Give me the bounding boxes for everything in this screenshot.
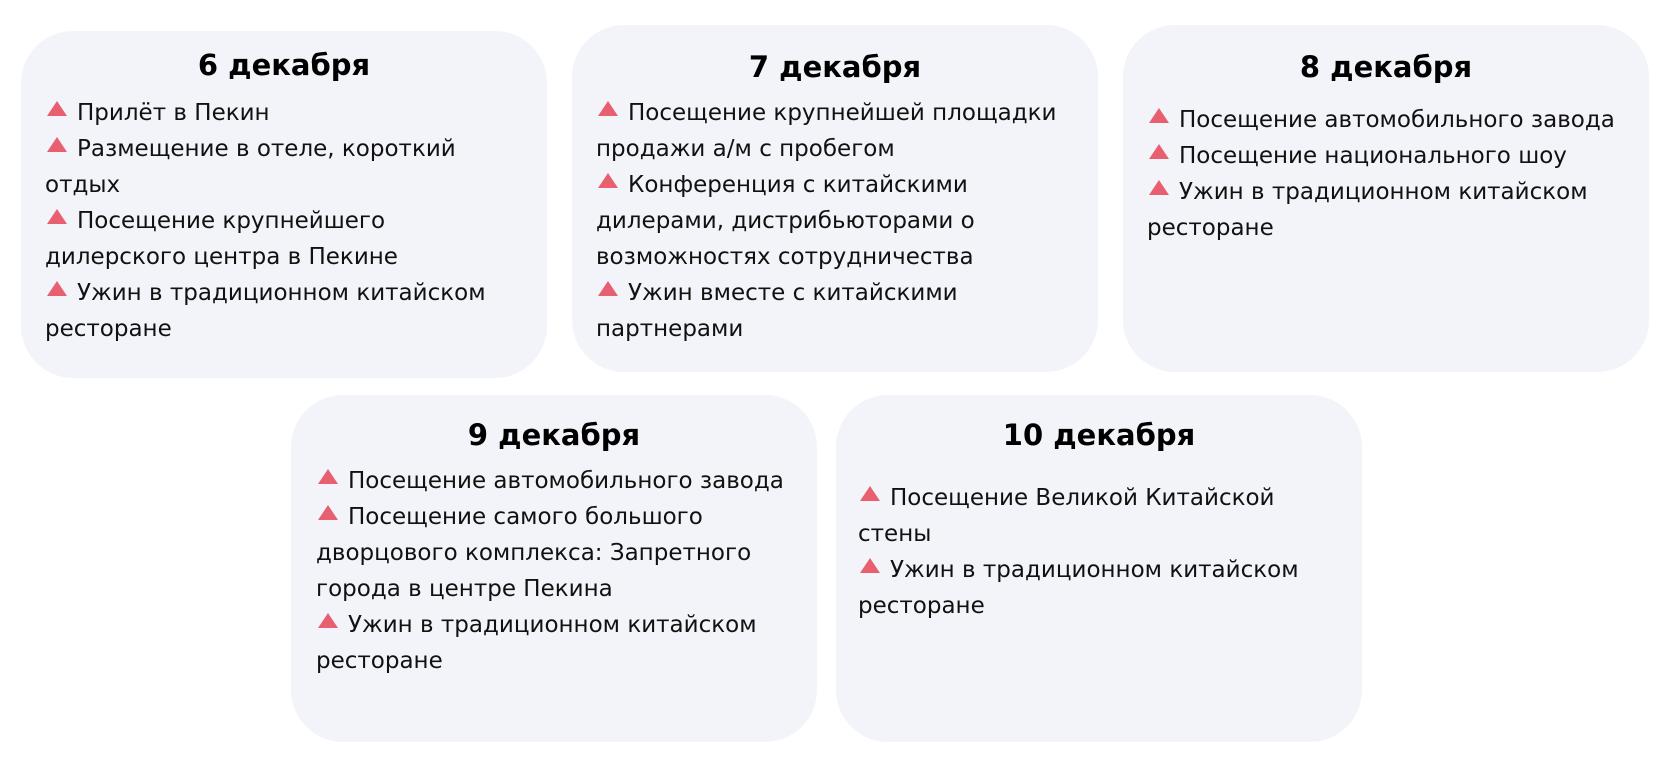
list-item bbox=[1147, 102, 1631, 138]
day-card-dec-8 bbox=[1123, 25, 1649, 372]
red-triangle-icon bbox=[1149, 180, 1169, 195]
day-title: 6 декабря bbox=[197, 48, 371, 82]
day-card-dec-6 bbox=[21, 31, 547, 378]
item-text: Ужин в традиционном китайском ресторане bbox=[316, 612, 757, 674]
item-text: Ужин вместе с китайскими партнерами bbox=[596, 280, 958, 342]
item-text: Посещение национального шоу bbox=[1179, 143, 1567, 169]
day-items-list bbox=[596, 95, 1080, 347]
red-triangle-icon bbox=[47, 281, 67, 296]
list-item bbox=[1147, 174, 1631, 246]
list-item bbox=[316, 607, 799, 679]
list-item bbox=[596, 167, 1080, 275]
day-title: 10 декабря bbox=[1002, 418, 1196, 452]
day-title: 9 декабря bbox=[467, 418, 641, 452]
red-triangle-icon bbox=[598, 101, 618, 116]
red-triangle-icon bbox=[1149, 108, 1169, 123]
item-text: Посещение самого большого дворцового комплекса: Запретного города в центре Пекина bbox=[316, 504, 752, 602]
day-items-list bbox=[316, 463, 799, 679]
red-triangle-icon bbox=[318, 505, 338, 520]
red-triangle-icon bbox=[318, 469, 338, 484]
list-item bbox=[45, 203, 529, 275]
list-item bbox=[858, 480, 1344, 552]
list-item bbox=[45, 95, 529, 131]
red-triangle-icon bbox=[47, 137, 67, 152]
item-text: Ужин в традиционном китайском ресторане bbox=[858, 557, 1299, 619]
item-text: Ужин в традиционном китайском ресторане bbox=[45, 280, 486, 342]
list-item bbox=[45, 275, 529, 347]
list-item bbox=[858, 552, 1344, 624]
item-text: Ужин в традиционном китайском ресторане bbox=[1147, 179, 1588, 241]
red-triangle-icon bbox=[598, 281, 618, 296]
red-triangle-icon bbox=[860, 486, 880, 501]
item-text: Посещение автомобильного завода bbox=[1179, 107, 1615, 133]
item-text: Посещение Великой Китайской стены bbox=[858, 485, 1275, 547]
day-title: 8 декабря bbox=[1299, 50, 1473, 84]
day-items-list bbox=[45, 95, 529, 347]
red-triangle-icon bbox=[47, 101, 67, 116]
red-triangle-icon bbox=[47, 209, 67, 224]
day-items-list bbox=[1147, 102, 1631, 246]
red-triangle-icon bbox=[318, 613, 338, 628]
item-text: Посещение автомобильного завода bbox=[348, 468, 784, 494]
item-text: Прилёт в Пекин bbox=[77, 100, 270, 126]
day-title: 7 декабря bbox=[748, 50, 922, 84]
list-item bbox=[1147, 138, 1631, 174]
list-item bbox=[316, 463, 799, 499]
item-text: Размещение в отеле, короткий отдых bbox=[45, 136, 456, 198]
day-items-list bbox=[858, 480, 1344, 624]
list-item bbox=[596, 275, 1080, 347]
item-text: Посещение крупнейшего дилерского центра в Пекине bbox=[45, 208, 398, 270]
day-card-dec-7 bbox=[572, 25, 1098, 372]
day-card-dec-10 bbox=[836, 395, 1362, 742]
list-item bbox=[596, 95, 1080, 167]
item-text: Конференция с китайскими дилерами, дистрибьюторами о возможностях сотрудничества bbox=[596, 172, 975, 270]
red-triangle-icon bbox=[598, 173, 618, 188]
item-text: Посещение крупнейшей площадки продажи а/м с пробегом bbox=[596, 100, 1057, 162]
red-triangle-icon bbox=[1149, 144, 1169, 159]
red-triangle-icon bbox=[860, 558, 880, 573]
list-item bbox=[45, 131, 529, 203]
day-card-dec-9 bbox=[291, 395, 817, 742]
list-item bbox=[316, 499, 799, 607]
